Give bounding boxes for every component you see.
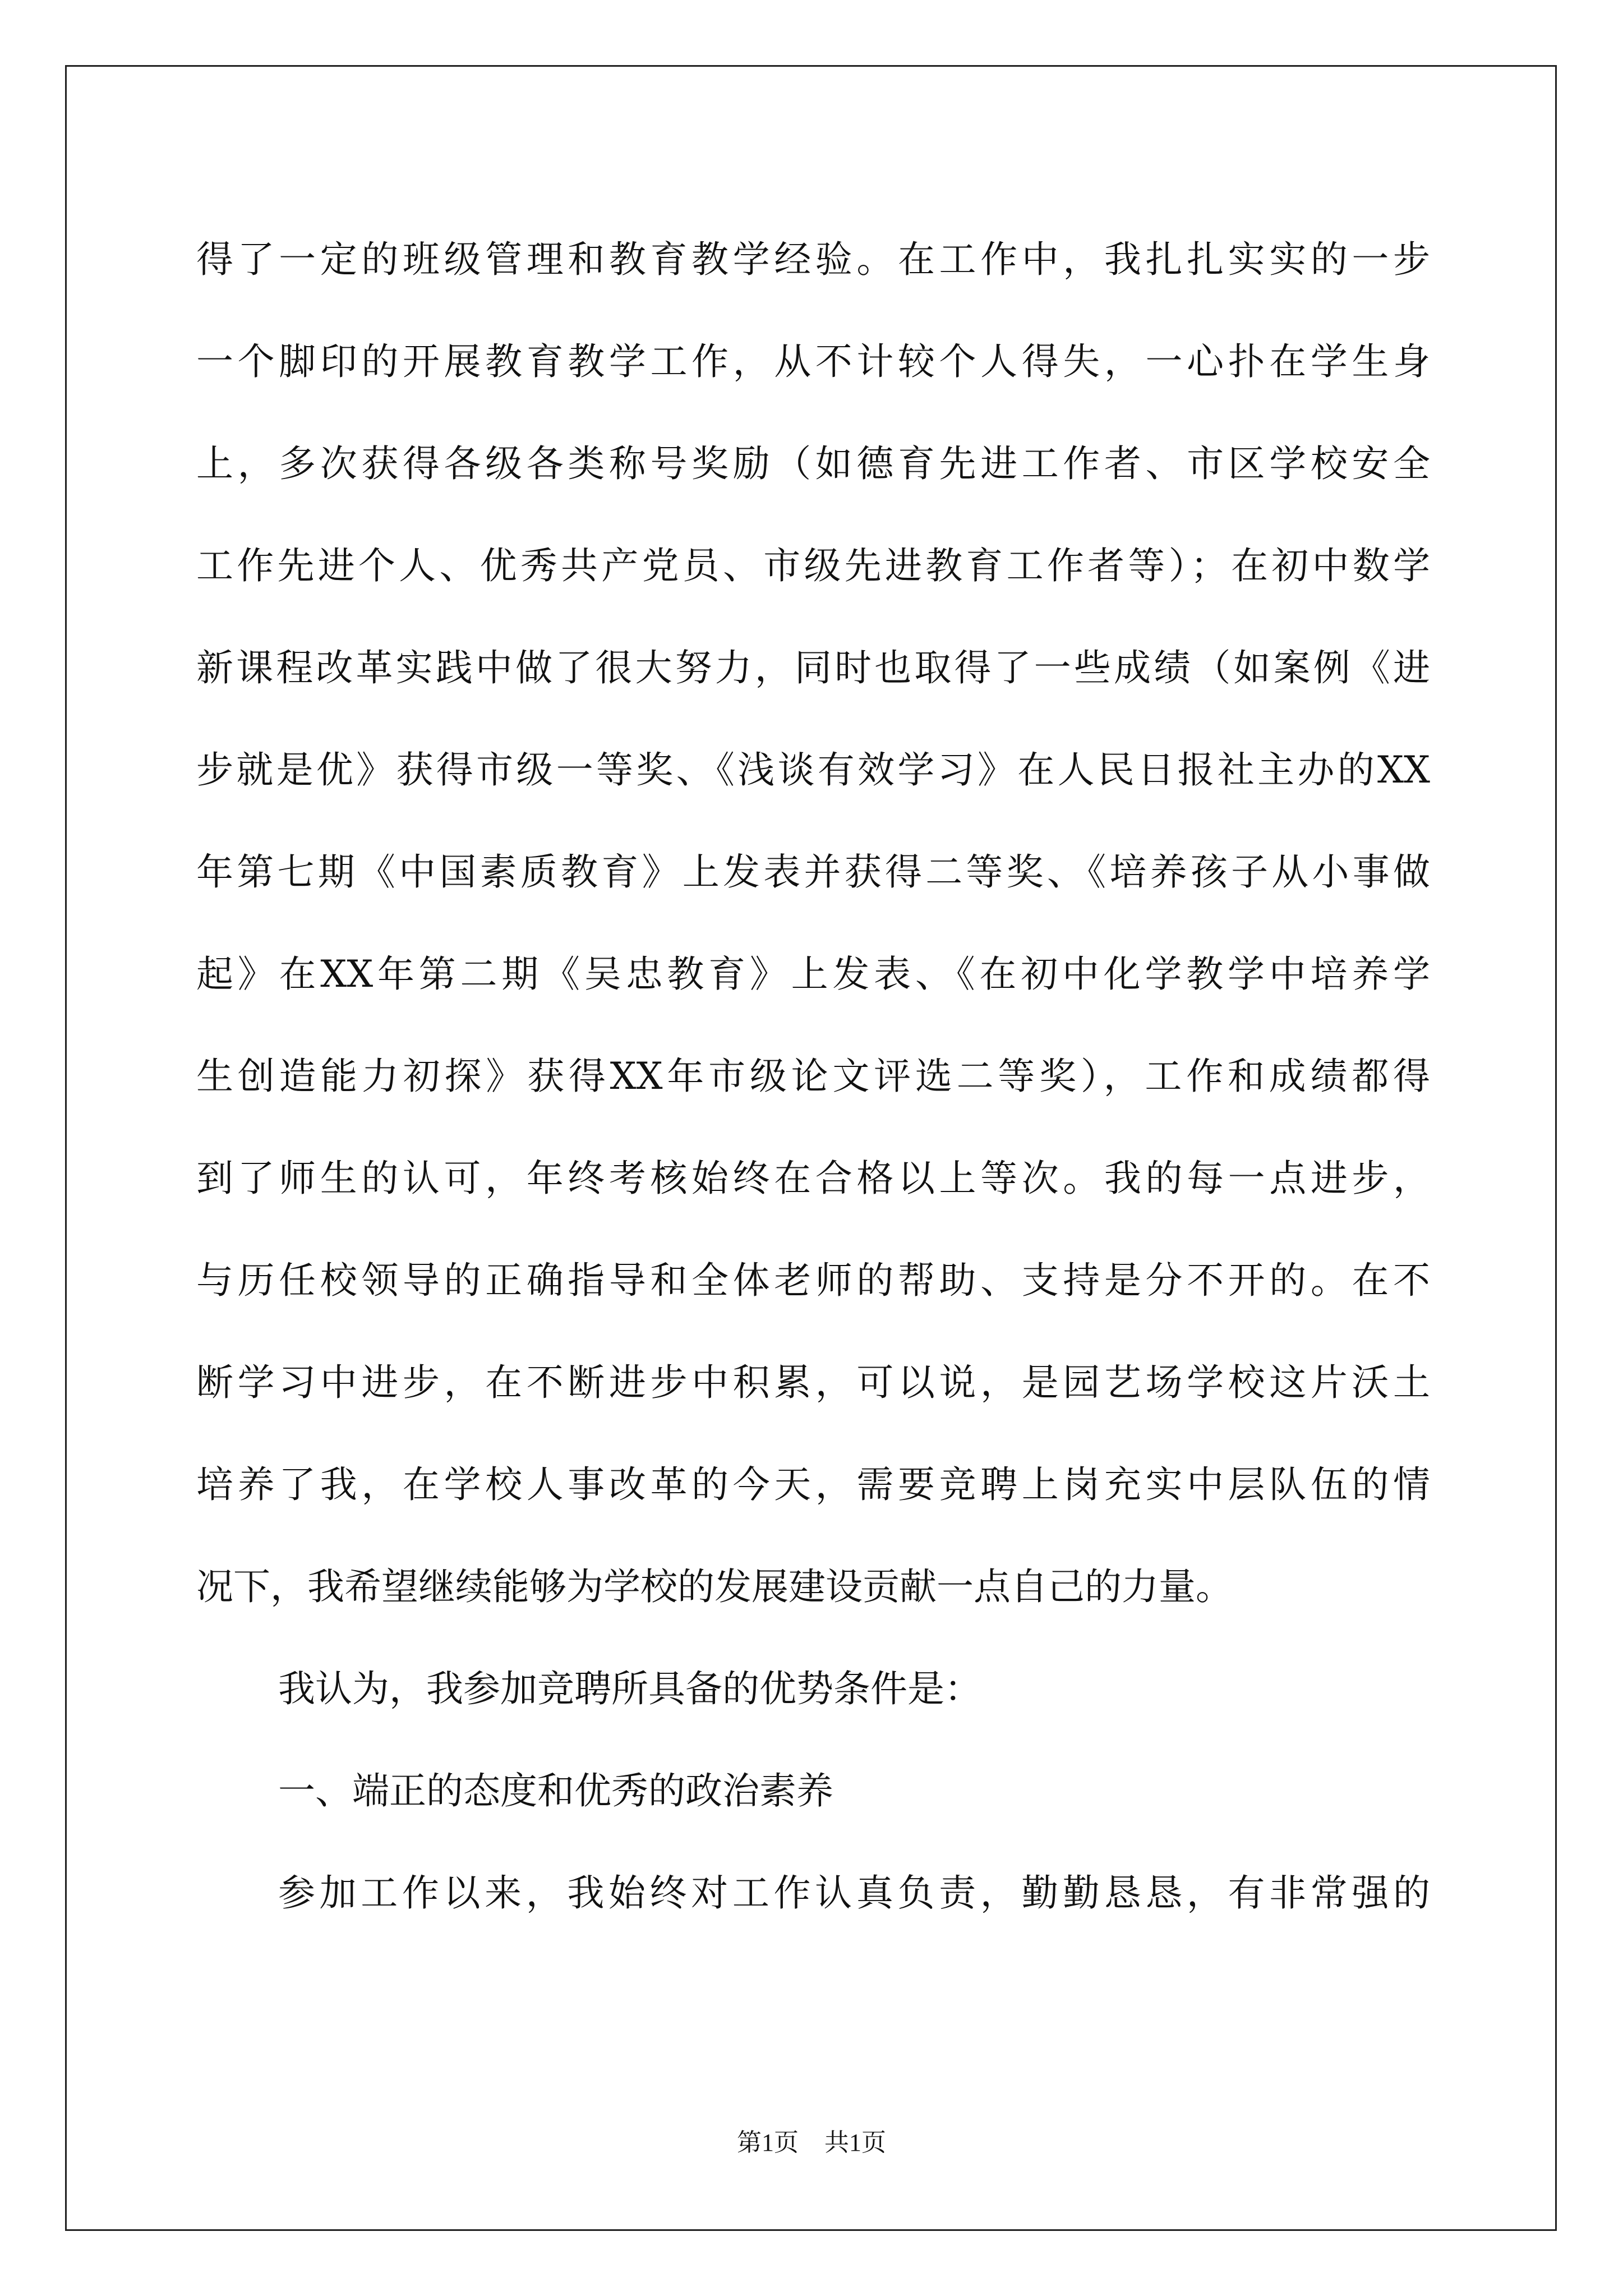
page-total: 共1页 [824, 2129, 886, 2156]
paragraph-line: 工作先进个人、优秀共产党员、市级先进教育工作者等）；在初中数学 [196, 544, 1430, 587]
paragraph-line: 一个脚印的开展教育教学工作，从不计较个人得失，一心扑在学生身 [196, 340, 1430, 383]
paragraph-line: 上，多次获得各级各类称号奖励（如德育先进工作者、市区学校安全 [196, 442, 1430, 485]
paragraph-line: 年第七期《中国素质教育》上发表并获得二等奖、《培养孩子从小事做 [196, 850, 1430, 894]
document-body [196, 209, 1430, 1944]
paragraph-line: 断学习中进步，在不断进步中积累，可以说，是园艺场学校这片沃土 [196, 1361, 1430, 1404]
paragraph-line: 步就是优》获得市级一等奖、《浅谈有效学习》在人民日报社主办的XX [196, 748, 1430, 792]
paragraph-line: 新课程改革实践中做了很大努力，同时也取得了一些成绩（如案例《进 [196, 646, 1430, 689]
paragraph-line: 到了师生的认可，年终考核始终在合格以上等次。我的每一点进步， [196, 1157, 1430, 1200]
paragraph-line: 得了一定的班级管理和教育教学经验。在工作中，我扎扎实实的一步 [196, 238, 1430, 281]
paragraph-line: 与历任校领导的正确指导和全体老师的帮助、支持是分不开的。在不 [196, 1259, 1430, 1302]
paragraph-line: 况下，我希望继续能够为学校的发展建设贡献一点自己的力量。 [196, 1565, 1233, 1608]
paragraph-line: 培养了我，在学校人事改革的今天，需要竞聘上岗充实中层队伍的情 [196, 1463, 1430, 1506]
page-number: 第1页 [737, 2129, 799, 2156]
section-heading: 一、端正的态度和优秀的政治素养 [278, 1769, 833, 1812]
paragraph-line: 参加工作以来，我始终对工作认真负责，勤勤恳恳，有非常强的 [278, 1871, 1430, 1915]
paragraph-line: 我认为，我参加竞聘所具备的优势条件是： [278, 1667, 981, 1710]
paragraph-line: 起》在XX年第二期《吴忠教育》上发表、《在初中化学教学中培养学 [196, 953, 1430, 996]
page-footer [0, 2126, 1623, 2160]
paragraph-line: 生创造能力初探》获得XX年市级论文评选二等奖），工作和成绩都得 [196, 1055, 1430, 1098]
